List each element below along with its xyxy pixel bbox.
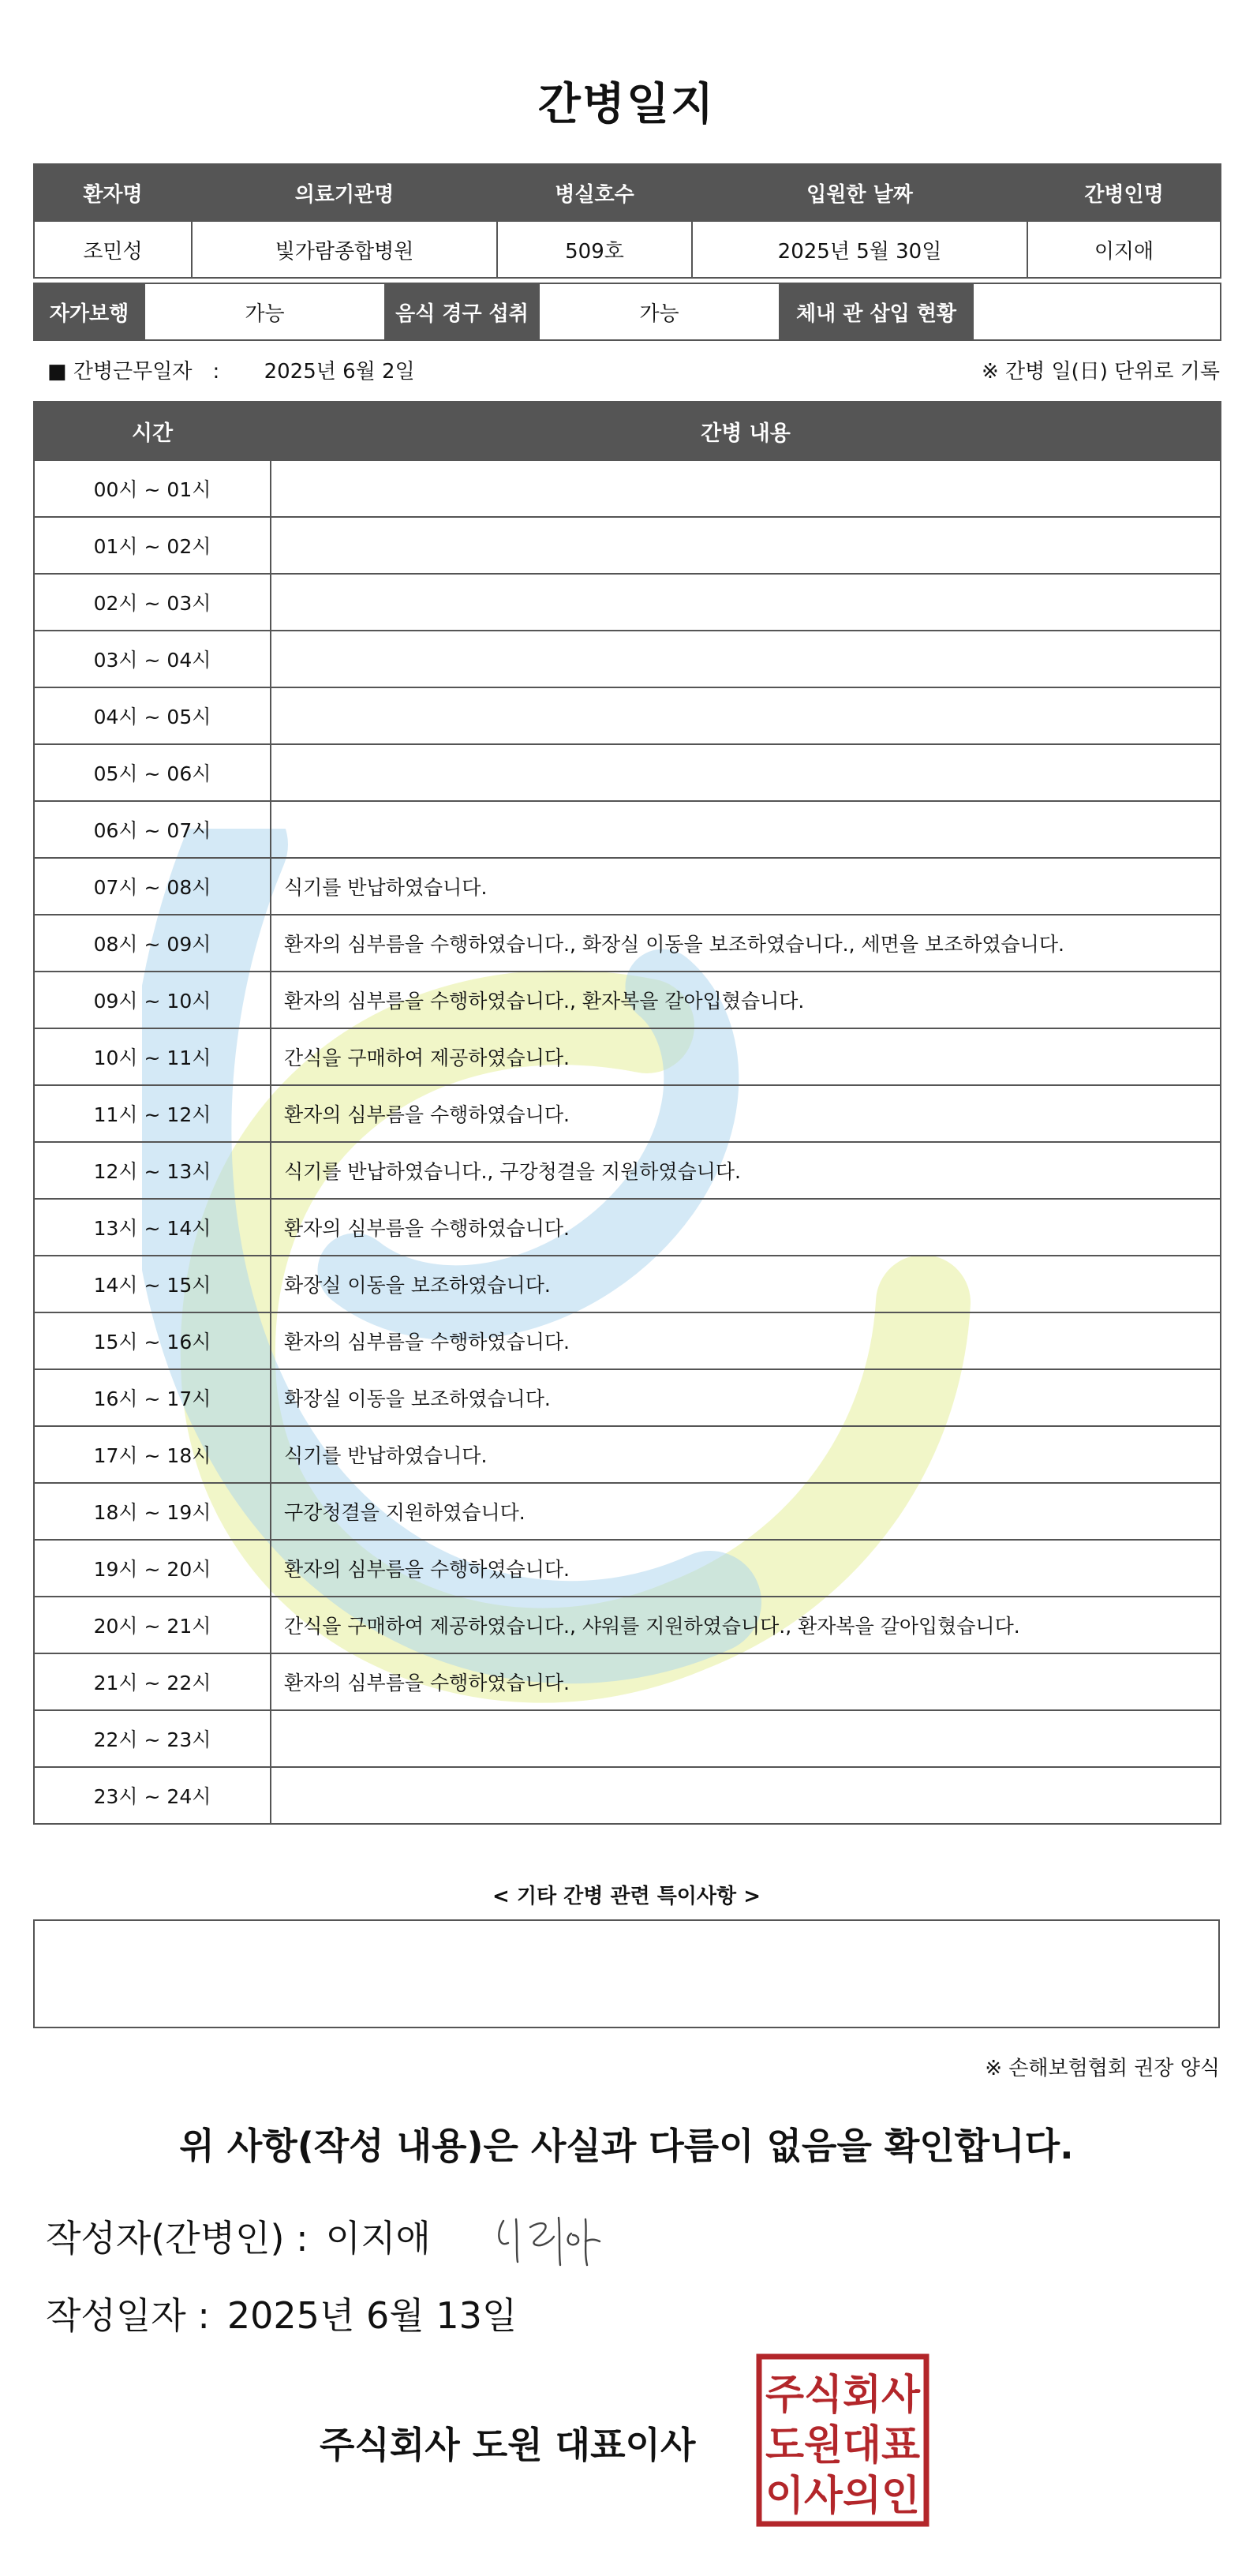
care-log-time: 13시 ~ 14시 <box>34 1199 271 1256</box>
care-log-row <box>34 1142 1221 1199</box>
care-log-time: 19시 ~ 20시 <box>34 1540 271 1597</box>
patient-status-row <box>34 283 1221 340</box>
write-date-label: 작성일자 : <box>46 2294 210 2337</box>
care-log-time: 23시 ~ 24시 <box>34 1767 271 1824</box>
special-notes-box <box>33 1919 1220 2028</box>
room-number-value: 509호 <box>497 221 692 278</box>
care-log-time: 09시 ~ 10시 <box>34 972 271 1028</box>
svg-text:도원대표: 도원대표 <box>765 2422 920 2469</box>
care-log-row <box>34 517 1221 574</box>
care-log-row <box>34 1256 1221 1312</box>
care-log-content <box>271 517 1221 574</box>
write-date-value: 2025년 6월 13일 <box>226 2294 518 2337</box>
work-date <box>47 355 415 384</box>
admission-date-value: 2025년 5월 30일 <box>692 221 1027 278</box>
caregiver-name-value: 이지애 <box>1027 221 1221 278</box>
writer-label: 작성자(간병인) : <box>46 2217 309 2260</box>
room-number-header: 병실호수 <box>497 164 692 221</box>
care-log-row <box>34 1199 1221 1256</box>
care-log-content: 환자의 심부름을 수행하였습니다. <box>271 1312 1221 1369</box>
care-log-row <box>34 858 1221 915</box>
care-log-row <box>34 1483 1221 1540</box>
patient-info-value-row <box>34 221 1221 278</box>
care-log-time: 08시 ~ 09시 <box>34 915 271 972</box>
care-log-row <box>34 915 1221 972</box>
care-log-time: 11시 ~ 12시 <box>34 1085 271 1142</box>
special-notes-title: < 기타 간병 관련 특이사항 > <box>492 1885 761 1908</box>
care-log-table <box>33 401 1221 1825</box>
care-log-time: 16시 ~ 17시 <box>34 1369 271 1426</box>
svg-text:주식회사: 주식회사 <box>765 2372 921 2419</box>
care-log-body <box>34 460 1221 1824</box>
care-log-time: 00시 ~ 01시 <box>34 460 271 517</box>
document-title: 간병일지 <box>537 79 716 130</box>
care-log-time: 07시 ~ 08시 <box>34 858 271 915</box>
care-log-content: 환자의 심부름을 수행하였습니다. <box>271 1653 1221 1710</box>
daily-record-note: ※ 간병 일(日) 단위로 기록 <box>981 360 1220 384</box>
association-form-note: ※ 손해보험협회 권장 양식 <box>985 2057 1220 2080</box>
care-log-row <box>34 1597 1221 1653</box>
work-date-value: 2025년 6월 2일 <box>264 360 415 384</box>
care-log-row <box>34 1085 1221 1142</box>
care-log-content: 화장실 이동을 보조하였습니다. <box>271 1369 1221 1426</box>
admission-date-header: 입원한 날짜 <box>692 164 1027 221</box>
care-log-row <box>34 1653 1221 1710</box>
care-log-content: 식기를 반납하였습니다. <box>271 858 1221 915</box>
care-log-content <box>271 687 1221 744</box>
time-column-header: 시간 <box>34 402 271 460</box>
care-log-time: 04시 ~ 05시 <box>34 687 271 744</box>
care-log-row <box>34 1312 1221 1369</box>
care-log-row <box>34 801 1221 858</box>
care-log-time: 20시 ~ 21시 <box>34 1597 271 1653</box>
care-log-content: 환자의 심부름을 수행하였습니다. <box>271 1085 1221 1142</box>
writer-name: 이지애 <box>325 2217 431 2260</box>
work-date-label: ■ 간병근무일자 : <box>47 360 220 384</box>
write-date-line <box>46 2287 517 2339</box>
confirmation-statement: 위 사항(작성 내용)은 사실과 다름이 없음을 확인합니다. <box>179 2125 1074 2167</box>
care-log-row <box>34 972 1221 1028</box>
self-walk-label: 자가보행 <box>34 283 144 340</box>
tube-status-label: 체내 관 삽입 현황 <box>780 283 973 340</box>
patient-info-table <box>33 163 1221 279</box>
hospital-name-value: 빛가람종합병원 <box>192 221 497 278</box>
care-log-time: 01시 ~ 02시 <box>34 517 271 574</box>
care-log-content: 구강청결을 지원하였습니다. <box>271 1483 1221 1540</box>
care-log-time: 18시 ~ 19시 <box>34 1483 271 1540</box>
care-log-row <box>34 687 1221 744</box>
care-log-row <box>34 1710 1221 1767</box>
care-log-content: 식기를 반납하였습니다. <box>271 1426 1221 1483</box>
care-log-time: 15시 ~ 16시 <box>34 1312 271 1369</box>
care-log-row <box>34 574 1221 631</box>
oral-intake-value: 가능 <box>539 283 780 340</box>
patient-name-header: 환자명 <box>34 164 192 221</box>
content-column-header: 간병 내용 <box>271 402 1221 460</box>
care-log-time: 14시 ~ 15시 <box>34 1256 271 1312</box>
handwritten-signature <box>489 2210 623 2273</box>
patient-info-header-row <box>34 164 1221 221</box>
care-log-content <box>271 631 1221 687</box>
care-log-content: 환자의 심부름을 수행하였습니다. <box>271 1199 1221 1256</box>
care-log-row <box>34 1028 1221 1085</box>
care-log-row <box>34 1369 1221 1426</box>
care-log-content <box>271 1767 1221 1824</box>
care-log-content <box>271 744 1221 801</box>
hospital-name-header: 의료기관명 <box>192 164 497 221</box>
company-representative: 주식회사 도원 대표이사 <box>320 2424 696 2466</box>
care-log-time: 03시 ~ 04시 <box>34 631 271 687</box>
care-log-row <box>34 1426 1221 1483</box>
patient-status-table <box>33 283 1221 341</box>
care-log-time: 02시 ~ 03시 <box>34 574 271 631</box>
care-log-content: 화장실 이동을 보조하였습니다. <box>271 1256 1221 1312</box>
care-log-time: 05시 ~ 06시 <box>34 744 271 801</box>
care-log-content: 환자의 심부름을 수행하였습니다., 화장실 이동을 보조하였습니다., 세면을 보조하였습니다. <box>271 915 1221 972</box>
care-log-content: 간식을 구매하여 제공하였습니다., 샤워를 지원하였습니다., 환자복을 갈아입혔습니다. <box>271 1597 1221 1653</box>
care-log-time: 10시 ~ 11시 <box>34 1028 271 1085</box>
svg-text:이사의인: 이사의인 <box>765 2473 920 2520</box>
care-log-time: 06시 ~ 07시 <box>34 801 271 858</box>
care-log-content: 환자의 심부름을 수행하였습니다. <box>271 1540 1221 1597</box>
caregiver-name-header: 간병인명 <box>1027 164 1221 221</box>
tube-status-value <box>973 283 1221 340</box>
care-log-content <box>271 1710 1221 1767</box>
care-log-row <box>34 460 1221 517</box>
care-log-content: 환자의 심부름을 수행하였습니다., 환자복을 갈아입혔습니다. <box>271 972 1221 1028</box>
care-log-row <box>34 631 1221 687</box>
care-log-content <box>271 801 1221 858</box>
care-log-content: 간식을 구매하여 제공하였습니다. <box>271 1028 1221 1085</box>
care-log-time: 21시 ~ 22시 <box>34 1653 271 1710</box>
care-log-row <box>34 1540 1221 1597</box>
care-log-content <box>271 574 1221 631</box>
care-log-content: 식기를 반납하였습니다., 구강청결을 지원하였습니다. <box>271 1142 1221 1199</box>
company-seal-stamp <box>754 2352 931 2529</box>
oral-intake-label: 음식 경구 섭취 <box>385 283 539 340</box>
care-log-time: 12시 ~ 13시 <box>34 1142 271 1199</box>
care-log-time: 22시 ~ 23시 <box>34 1710 271 1767</box>
writer-line <box>46 2210 431 2262</box>
care-log-row <box>34 1767 1221 1824</box>
care-log-row <box>34 744 1221 801</box>
care-log-time: 17시 ~ 18시 <box>34 1426 271 1483</box>
patient-name-value: 조민성 <box>34 221 192 278</box>
care-log-content <box>271 460 1221 517</box>
self-walk-value: 가능 <box>144 283 385 340</box>
care-log-header-row <box>34 402 1221 460</box>
